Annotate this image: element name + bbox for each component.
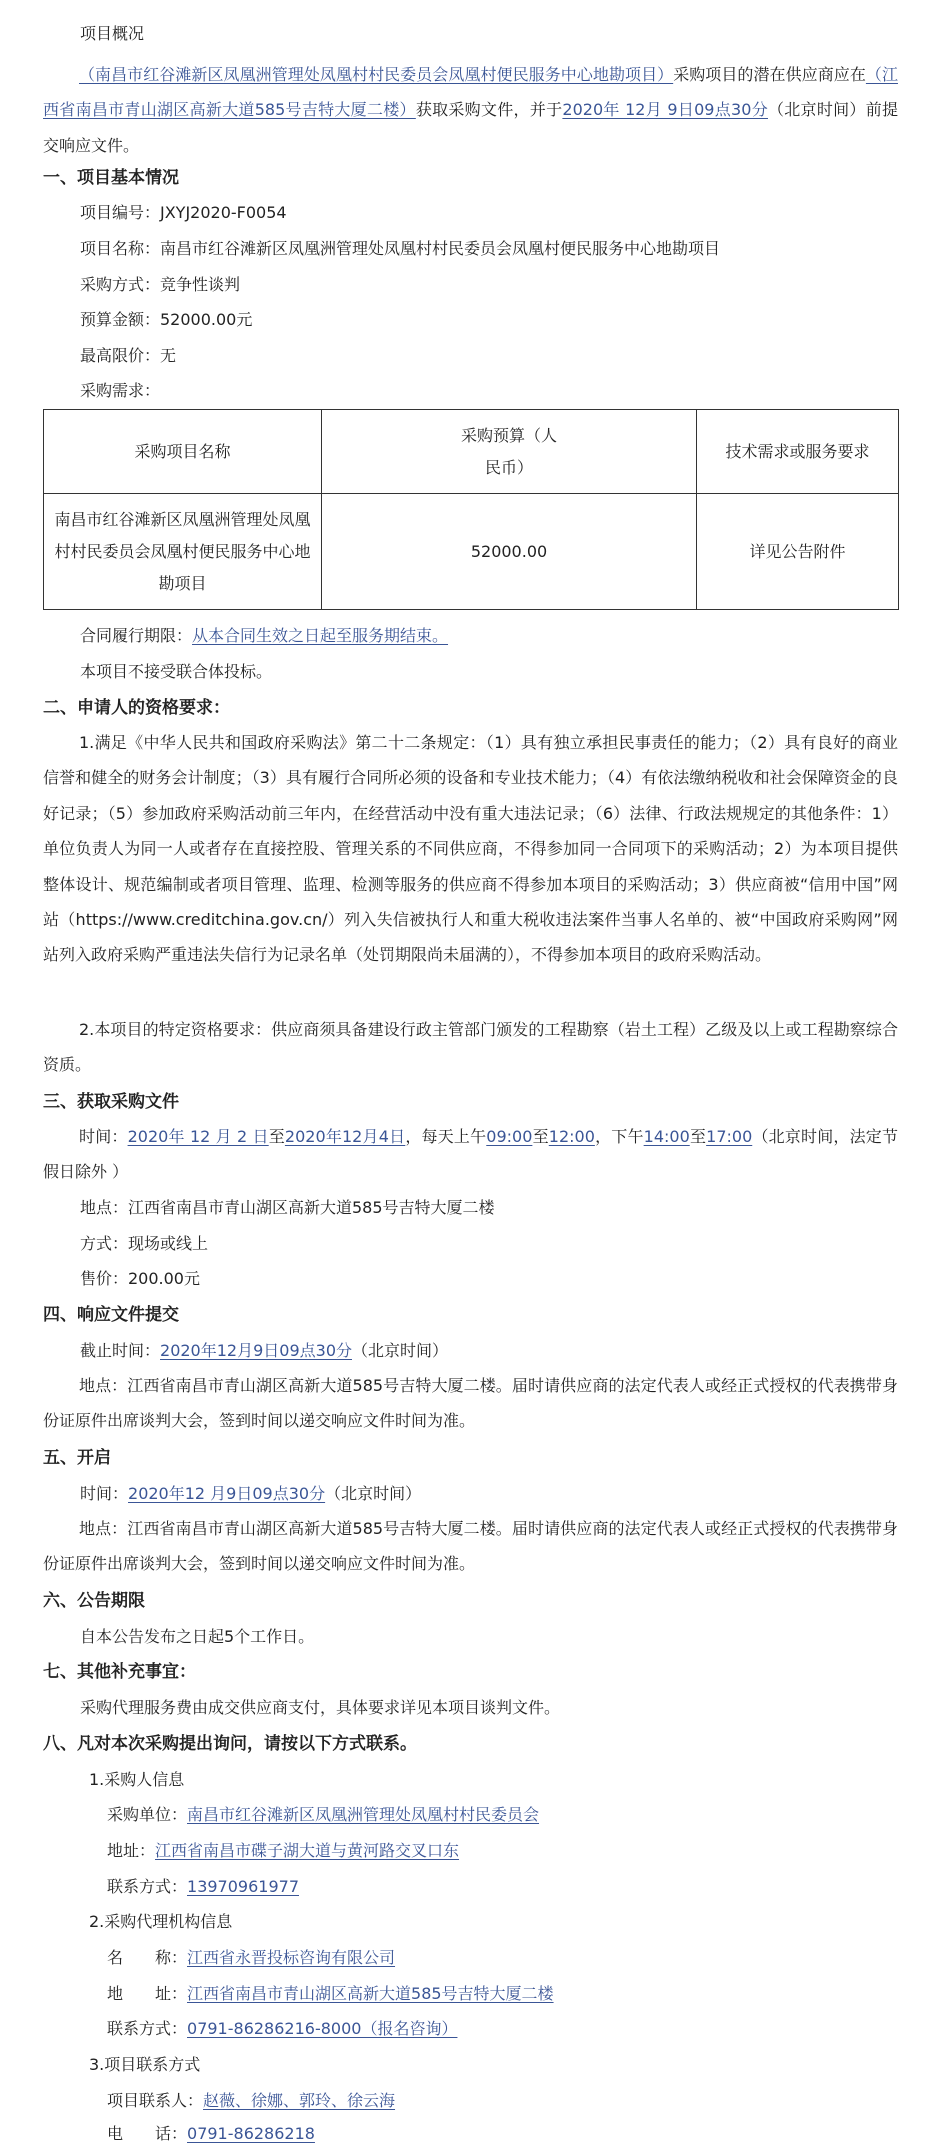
table-row — [44, 494, 899, 610]
buyer-address: 地址：江西省南昌市碟子湖大道与黄河路交叉口东 — [107, 1841, 460, 1860]
acquire-method: 方式：现场或线上 — [80, 1234, 209, 1253]
intro-address-link[interactable]: （江西省南昌市青山湖区高新大道585号吉特大厦二楼） — [43, 65, 898, 120]
agent-name: 名 称：江西省永晋投标咨询有限公司 — [107, 1948, 396, 1967]
intro-paragraph: （南昌市红谷滩新区凤凰洲管理处凤凰村村民委员会凤凰村便民服务中心地勘项目）采购项目的潜在供应商应在（江西省南昌市青山湖区高新大道585号吉特大厦二楼）获取采购文件，并于2020年 12月 9日09点30分（北京时间）前提交响应文件。 — [43, 65, 898, 155]
agent-info-title: 2.采购代理机构信息 — [89, 1912, 233, 1931]
section-heading-2: 二、申请人的资格要求： — [43, 698, 230, 718]
project-phone-link[interactable]: 0791-86286218 — [187, 2124, 315, 2143]
max-price: 最高限价：无 — [80, 346, 177, 365]
opening-place: 地点：江西省南昌市青山湖区高新大道585号吉特大厦二楼。届时请供应商的法定代表人或经正式授权的代表携带身份证原件出席谈判大会，签到时间以递交响应文件时间为准。 — [43, 1519, 898, 1574]
qualification-general: 1.满足《中华人民共和国政府采购法》第二十二条规定：（1）具有独立承担民事责任的能力；（2）具有良好的商业信誉和健全的财务会计制度；（3）具有履行合同所必须的设备和专业技术能力；（4）有依法缴纳税收和社会保障资金的良好记录；（5）参加政府采购活动前三年内，在经营活动中没有重大违法记录；（6）法律、行政法规规定的其他条件：1）单位负责人为同一人或者存在直接控股、管理关系的不同供应商，不得参加同一合同项下的采购活动；2）为本项目提供整体设计、规范编制或者项目管理、监理、检测等服务的供应商不得参加本项目的采购活动；3）供应商被“信用中国”网站（https://www.creditchina.gov.cn/）列入失信被执行人和重大税收违法案件当事人名单的、被“中国政府采购网”网站列入政府采购严重违法失信行为记录名单（处罚期限尚未届满的），不得参加本项目的政府采购活动。 — [43, 733, 898, 965]
table-header-row — [44, 410, 899, 494]
qualification-specific: 2.本项目的特定资格要求：供应商须具备建设行政主管部门颁发的工程勘察（岩土工程）乙级及以上或工程勘察综合资质。 — [43, 1020, 898, 1075]
agent-phone-link[interactable]: 0791-86286216-8000（报名咨询） — [187, 2019, 458, 2038]
buyer-contact: 联系方式：13970961977 — [107, 1877, 299, 1896]
section-heading-6: 六、公告期限 — [43, 1591, 145, 1611]
requirements-table — [43, 409, 899, 610]
project-number: 项目编号：JXYJ2020-F0054 — [80, 203, 287, 222]
table-header-cell: 采购项目名称 — [44, 410, 322, 494]
section-heading-7: 七、其他补充事宜： — [43, 1662, 196, 1682]
submission-deadline: 截止时间：2020年12月9日09点30分（北京时间） — [80, 1341, 449, 1360]
table-cell: 详见公告附件 — [697, 494, 899, 610]
submission-place: 地点：江西省南昌市青山湖区高新大道585号吉特大厦二楼。届时请供应商的法定代表人或经正式授权的代表携带身份证原件出席谈判大会，签到时间以递交响应文件时间为准。 — [43, 1376, 898, 1431]
acquire-time: 时间：2020年 12 月 2 日至2020年12月4日，每天上午09:00至12:00，下午14:00至17:00（北京时间，法定节假日除外 ） — [43, 1127, 898, 1182]
overview-title: 项目概况 — [80, 24, 145, 43]
intro-deadline: 2020年 12月 9日09点30分 — [562, 100, 768, 120]
buyer-phone-link[interactable]: 13970961977 — [187, 1877, 299, 1896]
agency-fee-note: 采购代理服务费由成交供应商支付，具体要求详见本项目谈判文件。 — [80, 1698, 561, 1717]
project-name: 项目名称：南昌市红谷滩新区凤凰洲管理处凤凰村村民委员会凤凰村便民服务中心地勘项目 — [80, 239, 721, 258]
agent-contact: 联系方式：0791-86286216-8000（报名咨询） — [107, 2019, 458, 2038]
project-contact-person: 项目联系人：赵薇、徐娜、郭玲、徐云海 — [107, 2091, 396, 2110]
section-heading-5: 五、开启 — [43, 1448, 111, 1468]
section-heading-8: 八、凡对本次采购提出询问，请按以下方式联系。 — [43, 1734, 417, 1754]
section-heading-1: 一、项目基本情况 — [43, 168, 179, 188]
acquire-place: 地点：江西省南昌市青山湖区高新大道585号吉特大厦二楼 — [80, 1198, 495, 1217]
agent-address: 地 址：江西省南昌市青山湖区高新大道585号吉特大厦二楼 — [107, 1984, 554, 2003]
contract-period: 合同履行期限：从本合同生效之日起至服务期结束。 — [80, 626, 449, 645]
project-contact-title: 3.项目联系方式 — [89, 2055, 201, 2074]
buyer-info-title: 1.采购人信息 — [89, 1770, 185, 1789]
table-cell: 南昌市红谷滩新区凤凰洲管理处凤凰村村民委员会凤凰村便民服务中心地勘项目 — [44, 494, 322, 610]
procurement-method: 采购方式：竞争性谈判 — [80, 275, 241, 294]
intro-project-link[interactable]: （南昌市红谷滩新区凤凰洲管理处凤凰村村民委员会凤凰村便民服务中心地勘项目） — [79, 65, 674, 84]
budget-amount: 预算金额：52000.00元 — [80, 310, 253, 329]
opening-time: 时间：2020年12 月9日09点30分（北京时间） — [80, 1484, 422, 1503]
consortium-note: 本项目不接受联合体投标。 — [80, 662, 273, 681]
table-cell: 52000.00 — [322, 494, 697, 610]
project-contact-phone: 电 话：0791-86286218 — [107, 2124, 315, 2143]
announcement-period: 自本公告发布之日起5个工作日。 — [80, 1627, 315, 1646]
procurement-needs-label: 采购需求： — [80, 381, 161, 400]
buyer-unit: 采购单位：南昌市红谷滩新区凤凰洲管理处凤凰村村民委员会 — [107, 1805, 540, 1824]
table-header-cell: 采购预算（人民币） — [322, 410, 697, 494]
section-heading-4: 四、响应文件提交 — [43, 1305, 179, 1325]
document-price: 售价：200.00元 — [80, 1269, 200, 1288]
section-heading-3: 三、获取采购文件 — [43, 1092, 179, 1112]
table-header-cell: 技术需求或服务要求 — [697, 410, 899, 494]
